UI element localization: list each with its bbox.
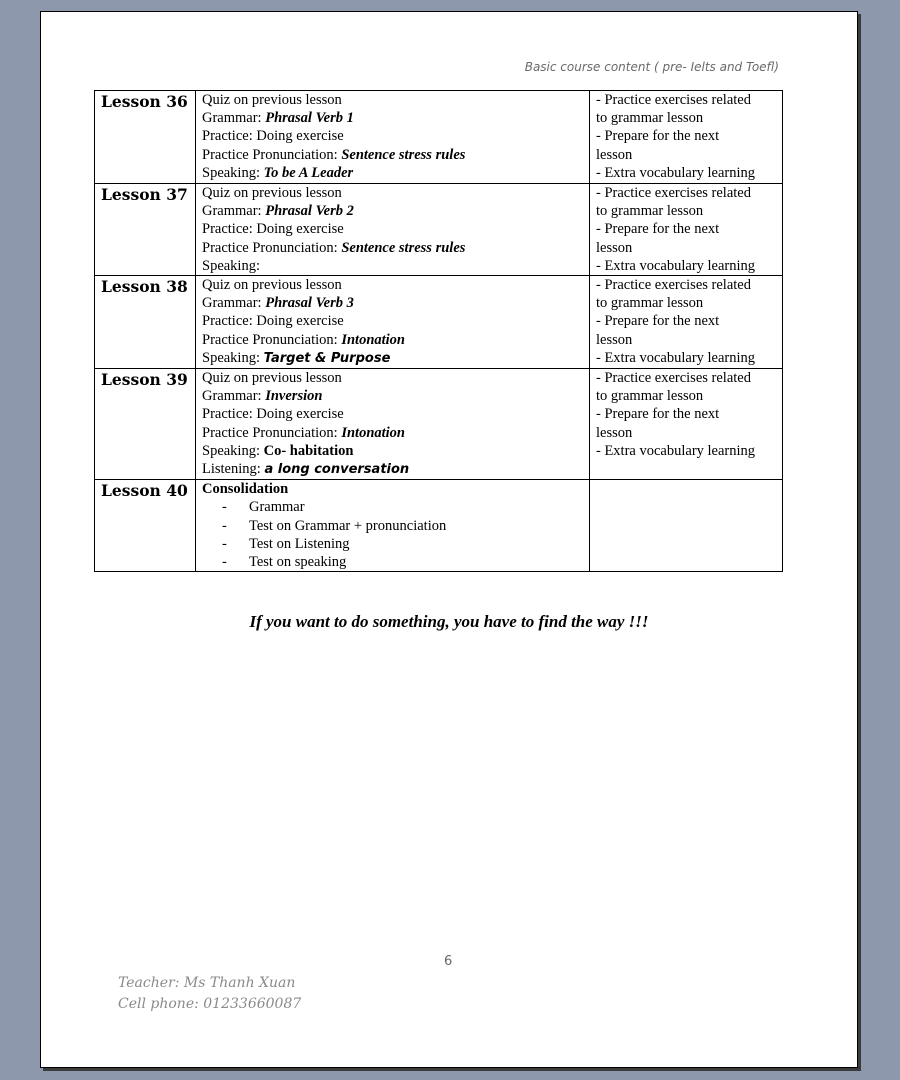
homework-line: - Practice exercises related [596, 277, 751, 294]
homework-line: - Prepare for the next [596, 128, 720, 145]
homework-cell [590, 184, 783, 276]
list-item: - Test on speaking [222, 554, 347, 571]
grammar-line: Grammar: Inversion [202, 388, 323, 405]
content-cell [196, 276, 590, 369]
homework-line: to grammar lesson [596, 388, 704, 405]
homework-cell [590, 369, 783, 480]
homework-line: - Prepare for the next [596, 313, 720, 330]
homework-line: - Extra vocabulary learning [596, 257, 756, 274]
grammar-line: Grammar: Phrasal Verb 3 [202, 295, 354, 312]
quiz-line: Quiz on previous lesson [202, 277, 342, 294]
speaking-line: Speaking: Co- habitation [202, 442, 354, 459]
quiz-line: Quiz on previous lesson [202, 370, 342, 387]
practice-line: Practice: Doing exercise [202, 221, 344, 238]
lesson-title: Lesson 39 [101, 370, 188, 390]
speaking-line: Speaking: Target & Purpose [202, 349, 391, 366]
homework-line: lesson [596, 239, 633, 256]
quiz-line: Quiz on previous lesson [202, 92, 342, 108]
homework-line: - Practice exercises related [596, 92, 751, 108]
pronunciation-line: Practice Pronunciation: Intonation [202, 331, 405, 348]
practice-line: Practice: Doing exercise [202, 406, 344, 423]
content-cell [196, 91, 590, 184]
consolidation-heading: Consolidation [202, 481, 289, 498]
table-row [95, 276, 783, 369]
content-cell [196, 184, 590, 276]
practice-line: Practice: Doing exercise [202, 313, 344, 330]
list-item: - Test on Grammar + pronunciation [222, 517, 447, 534]
lesson-cell [95, 369, 196, 480]
lesson-table [94, 90, 783, 572]
practice-line: Practice: Doing exercise [202, 128, 344, 145]
homework-line: to grammar lesson [596, 110, 704, 127]
lesson-title: Lesson 37 [101, 185, 188, 204]
page-header: Basic course content ( pre- Ielts and Toefl) [524, 60, 779, 74]
homework-line: - Practice exercises related [596, 370, 751, 387]
pronunciation-line: Practice Pronunciation: Sentence stress rules [202, 239, 466, 256]
homework-line: - Prepare for the next [596, 406, 720, 423]
homework-line: lesson [596, 331, 633, 348]
homework-line: - Extra vocabulary learning [596, 349, 756, 366]
speaking-line: Speaking: [202, 257, 260, 274]
page-footer [118, 973, 301, 1015]
homework-line: - Practice exercises related [596, 185, 751, 201]
table-row [95, 91, 783, 184]
homework-line: - Extra vocabulary learning [596, 164, 756, 181]
lesson-title: Lesson 38 [101, 277, 188, 297]
motivational-quote: If you want to do something, you have to find the way !!! [249, 612, 649, 631]
document-page [40, 11, 858, 1068]
homework-cell [590, 480, 783, 572]
table-row [95, 184, 783, 276]
quiz-line: Quiz on previous lesson [202, 185, 342, 201]
speaking-line: Speaking: To be A Leader [202, 164, 354, 181]
page-number: 6 [444, 954, 453, 969]
table-row [95, 369, 783, 480]
list-item: - Test on Listening [222, 535, 350, 552]
lesson-cell [95, 276, 196, 369]
homework-line: to grammar lesson [596, 295, 704, 312]
homework-line: to grammar lesson [596, 203, 704, 220]
grammar-line: Grammar: Phrasal Verb 2 [202, 203, 354, 220]
lesson-cell [95, 184, 196, 276]
homework-cell [590, 91, 783, 184]
content-cell [196, 369, 590, 480]
cell-phone: Cell phone: 01233660087 [118, 996, 302, 1012]
homework-line: - Extra vocabulary learning [596, 442, 756, 459]
grammar-line: Grammar: Phrasal Verb 1 [202, 110, 354, 127]
teacher-name: Teacher: Ms Thanh Xuan [118, 975, 296, 991]
pronunciation-line: Practice Pronunciation: Sentence stress rules [202, 146, 466, 163]
content-cell [196, 480, 590, 572]
table-row [95, 480, 783, 572]
lesson-title: Lesson 40 [101, 481, 188, 501]
list-item: - Grammar [222, 499, 305, 516]
homework-line: lesson [596, 146, 633, 163]
homework-cell [590, 276, 783, 369]
lesson-cell [95, 480, 196, 572]
pronunciation-line: Practice Pronunciation: Intonation [202, 424, 405, 441]
homework-line: lesson [596, 424, 633, 441]
lesson-title: Lesson 36 [101, 92, 188, 111]
lesson-cell [95, 91, 196, 184]
listening-line: Listening: a long conversation [202, 461, 410, 478]
homework-line: - Prepare for the next [596, 221, 720, 238]
